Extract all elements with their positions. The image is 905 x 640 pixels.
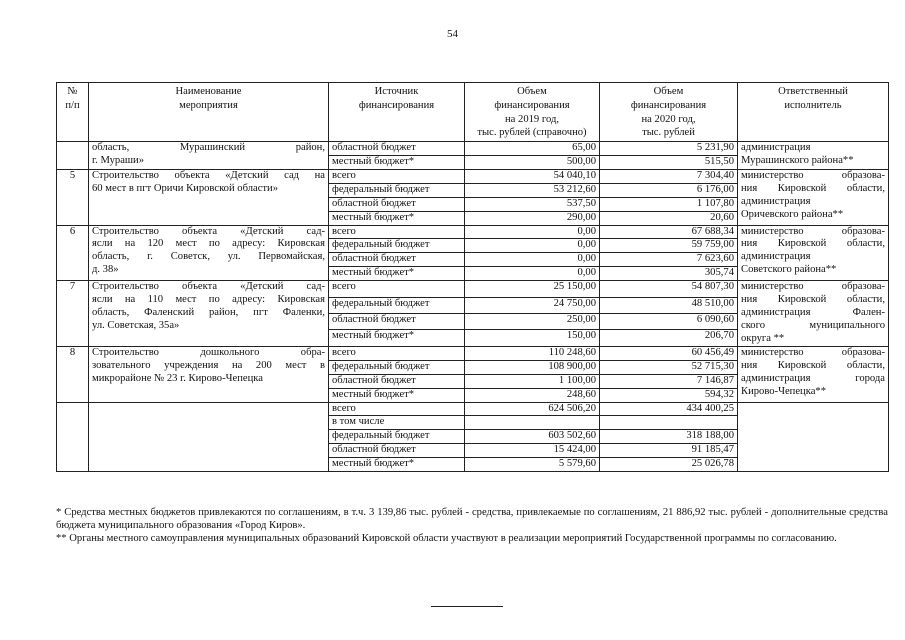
volume-2020: 60 456,49 [600,346,738,360]
table-row [57,142,889,156]
volume-2020: 305,74 [600,267,738,281]
row-index: 8 [57,346,89,402]
header-line: мероприятия [179,99,238,111]
volume-2019: 25 150,00 [465,281,600,297]
volume-2019: 54 040,10 [465,169,600,183]
header-line: тыс. рублей [642,127,695,139]
responsible-executor [738,281,889,347]
event-name [89,225,329,281]
row-index: 7 [57,281,89,347]
end-rule [431,606,503,607]
event-name-line: Строительство объекта «Детский сад на [92,169,325,181]
responsible-executor-line: округа ** [741,332,785,344]
funding-source: областной бюджет [329,197,465,211]
event-name-line: Строительство объекта «Детский сад- [92,225,325,237]
header-line: финансирования [494,99,570,111]
volume-2020: 91 185,47 [600,444,738,458]
responsible-executor-line: ния Кировской области, [741,182,885,194]
volume-2020: 6 176,00 [600,183,738,197]
volume-2020: 67 688,34 [600,225,738,239]
funding-source: федеральный бюджет [329,239,465,253]
volume-2019: 53 212,60 [465,183,600,197]
funding-source: федеральный бюджет [329,183,465,197]
volume-2019: 603 502,60 [465,430,600,444]
page-number: 54 [447,28,458,40]
total-empty-responsible [738,402,889,472]
table-header-row [57,83,889,142]
table-row [57,281,889,297]
header-line: финансирования [630,99,707,111]
volume-2020: 318 188,00 [600,430,738,444]
funding-source: всего [329,346,465,360]
table-row [57,169,889,183]
funding-source: в том числе [329,416,465,430]
volume-2019: 15 424,00 [465,444,600,458]
responsible-executor-line: министерство образова- [741,169,885,181]
event-name-line: ясли на 120 мест по адресу: Кировская [92,238,325,250]
funding-source: всего [329,402,465,416]
volume-2020: 594,32 [600,388,738,402]
volume-2020: 434 400,25 [600,402,738,416]
event-name-line: г. Мураши» [92,154,145,166]
volume-2020 [600,416,738,430]
volume-2019: 24 750,00 [465,297,600,313]
responsible-executor-line: ния Кировской области, [741,359,885,371]
volume-2019: 537,50 [465,197,600,211]
row-index [57,142,89,170]
event-name-line: микрорайоне № 23 г. Кирово-Чепецка [92,372,263,384]
volume-2020: 7 146,87 [600,374,738,388]
responsible-executor [738,142,889,170]
header-line: тыс. рублей (справочно) [477,127,587,139]
volume-2020: 59 759,00 [600,239,738,253]
event-name-line: область, Фаленский район, пгт Фаленки, [92,307,325,319]
volume-2020: 6 090,60 [600,314,738,330]
event-name [89,346,329,402]
responsible-executor-line: министерство образова- [741,281,885,293]
funding-source: местный бюджет* [329,330,465,346]
event-name-line: д. 38» [92,264,119,276]
table-row [57,225,889,239]
funding-source: федеральный бюджет [329,360,465,374]
funding-source: областной бюджет [329,444,465,458]
event-name-line: ул. Советская, 35а» [92,319,180,331]
event-name [89,169,329,225]
volume-2020: 48 510,00 [600,297,738,313]
event-name-line: область, г. Советск, ул. Первомайская, [92,251,325,263]
volume-2019 [465,416,600,430]
footnotes [56,506,888,546]
responsible-executor-line: администрация Фален- [741,307,885,319]
volume-2020: 1 107,80 [600,197,738,211]
event-name-line: 60 мест в пгт Оричи Кировской области» [92,182,279,194]
responsible-executor-line: Советского района** [741,264,837,276]
volume-2020: 52 715,30 [600,360,738,374]
volume-2019: 250,00 [465,314,600,330]
responsible-executor-line: Кирово-Чепецка** [741,385,826,397]
row-index: 5 [57,169,89,225]
responsible-executor [738,346,889,402]
funding-source: местный бюджет* [329,267,465,281]
volume-2020: 515,50 [600,155,738,169]
header-line: исполнитель [784,99,842,111]
table-row [57,346,889,360]
event-name [89,281,329,347]
responsible-executor [738,225,889,281]
volume-2020: 7 304,40 [600,169,738,183]
footnote-local-authorities: ** Органы местного самоуправления муниципальных образований Кировской области участвуют в реализации мероприятий Государственной программы по согласованию. [56,533,837,545]
event-name-line: Строительство объекта «Детский сад- [92,281,325,293]
funding-source: федеральный бюджет [329,297,465,313]
responsible-executor-line: ского муниципального [741,319,885,331]
volume-2019: 0,00 [465,225,600,239]
financing-table [56,82,889,472]
responsible-executor-line: министерство образова- [741,346,885,358]
volume-2020: 5 231,90 [600,142,738,156]
event-name [89,142,329,170]
total-empty-index [57,402,89,472]
total-empty-name [89,402,329,472]
volume-2019: 5 579,60 [465,458,600,472]
volume-2019: 110 248,60 [465,346,600,360]
header-no [57,83,89,142]
volume-2020: 7 623,60 [600,253,738,267]
volume-2020: 206,70 [600,330,738,346]
header-line: Объем [653,86,684,97]
header-name [89,83,329,142]
header-line: на 2020 год, [641,113,696,125]
header-source [329,83,465,142]
funding-source: федеральный бюджет [329,430,465,444]
volume-2019: 0,00 [465,253,600,267]
total-row [57,402,889,416]
responsible-executor-line: Мурашинского района** [741,154,854,166]
event-name-line: область, Мурашинский район, [92,142,325,153]
funding-source: местный бюджет* [329,458,465,472]
responsible-executor-line: администрация [741,142,811,153]
header-line: Наименование [175,86,242,97]
responsible-executor-line: министерство образова- [741,225,885,237]
responsible-executor [738,169,889,225]
volume-2019: 500,00 [465,155,600,169]
funding-source: областной бюджет [329,314,465,330]
funding-source: областной бюджет [329,374,465,388]
header-line: финансирования [358,99,435,111]
volume-2019: 0,00 [465,267,600,281]
funding-source: всего [329,169,465,183]
volume-2019: 150,00 [465,330,600,346]
row-index: 6 [57,225,89,281]
funding-source: местный бюджет* [329,155,465,169]
header-responsible [738,83,889,142]
responsible-executor-line: ния Кировской области, [741,238,885,250]
volume-2020: 25 026,78 [600,458,738,472]
responsible-executor-line: администрация [741,251,811,263]
volume-2019: 108 900,00 [465,360,600,374]
volume-2019: 65,00 [465,142,600,156]
funding-source: областной бюджет [329,253,465,267]
header-line: № [67,86,78,97]
volume-2020: 54 807,30 [600,281,738,297]
header-line: на 2019 год, [505,113,559,125]
event-name-line: ясли на 110 мест по адресу: Кировская [92,294,325,306]
funding-source: областной бюджет [329,142,465,156]
header-line: Ответственный [778,86,848,97]
volume-2019: 248,60 [465,388,600,402]
responsible-executor-line: ния Кировской области, [741,294,885,306]
funding-source: местный бюджет* [329,388,465,402]
volume-2019: 624 506,20 [465,402,600,416]
funding-source: всего [329,281,465,297]
event-name-line: зовательного учреждения на 200 мест в [92,359,325,371]
header-line: Объем [517,86,547,97]
responsible-executor-line: администрация [741,195,811,207]
volume-2019: 1 100,00 [465,374,600,388]
volume-2020: 20,60 [600,211,738,225]
event-name-line: Строительство дошкольного обра- [92,346,325,358]
header-line: п/п [65,99,80,111]
header-volume-2020 [600,83,738,142]
volume-2019: 290,00 [465,211,600,225]
header-volume-2019 [465,83,600,142]
funding-source: всего [329,225,465,239]
responsible-executor-line: Оричевского района** [741,208,844,220]
volume-2019: 0,00 [465,239,600,253]
funding-source: местный бюджет* [329,211,465,225]
footnote-local-budgets: * Средства местных бюджетов привлекаются по соглашениям, в т.ч. 3 139,86 тыс. рублей - средства, привлекаемые по соглашениям, 21 886,92 тыс. рублей - дополнительные средства бюджета муниципального образования «Город Киров». [56,507,888,532]
responsible-executor-line: администрация города [741,372,885,384]
header-line: Источник [374,86,419,97]
